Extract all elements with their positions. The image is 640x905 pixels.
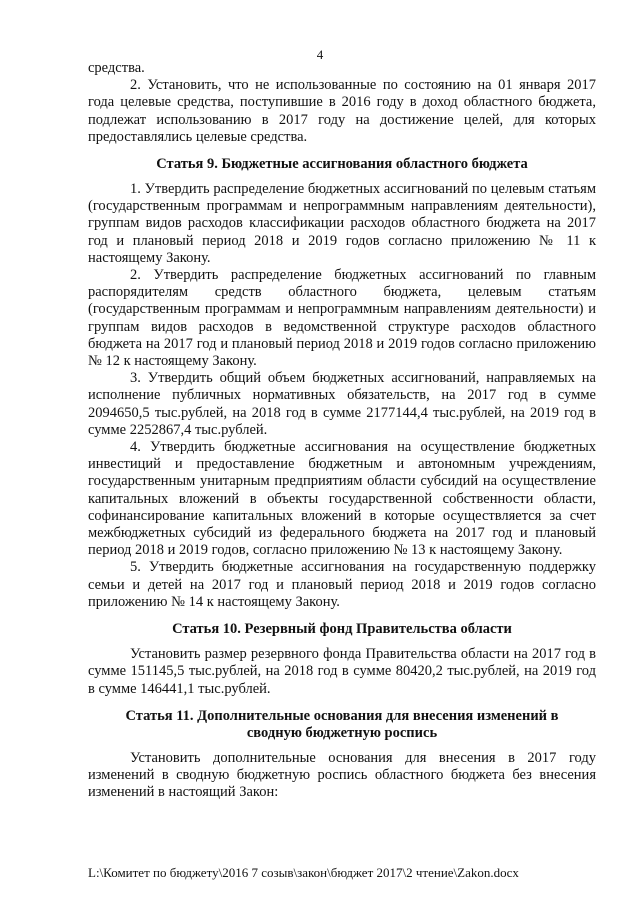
article-10-title: Статья 10. Резервный фонд Правительства области <box>172 621 512 638</box>
paragraph-target-funds: 2. Установить, что не использованные по состоянию на 01 января 2017 года целевые средства, поступившие в 2016 году в доход областного бюджета, подлежат использованию в 2017 году на достижение целей, для которых предоставлялись целевые средства. <box>88 77 596 145</box>
article-10-text: Установить размер резервного фонда Правительства области на 2017 год в сумме 151145,5 тыс.рублей, на 2018 год в сумме 80420,2 тыс.рублей, на 2019 год в сумме 146441,1 тыс.рублей. <box>88 646 596 697</box>
article-11-title-line1: Статья 11. Дополнительные основания для внесения изменений в <box>125 707 559 724</box>
article-11-text: Установить дополнительные основания для внесения в 2017 году изменений в сводную бюджетную роспись областного бюджета без внесения изменений в настоящий Закон: <box>88 749 596 801</box>
file-path-footer: L:\Комитет по бюджету\2016 7 созыв\закон\бюджет 2017\2 чтение\Zakon.docx <box>88 865 519 880</box>
article-9-item-4: 4. Утвердить бюджетные ассигнования на осуществление бюджетных инвестиций и предоставление бюджетным и автономным учреждениям, государственным унитарным предприятиям области субсидий на осуществление капитальных вложений в объекты государственной собственности области, софинансирование капитальных вложений в которые осуществляется за счет межбюджетных субсидий из федерального бюджета на 2017 год и плановый период 2018 и 2019 годов, согласно приложению № 13 к настоящему Закону. <box>88 439 596 559</box>
document-body <box>88 60 596 801</box>
page-number: 4 <box>316 47 324 62</box>
article-9-item-5: 5. Утвердить бюджетные ассигнования на государственную поддержку семьи и детей на 2017 год и плановый период 2018 и 2019 годов согласно приложению № 14 к настоящему Закону. <box>88 559 596 610</box>
article-9-item-1: 1. Утвердить распределение бюджетных ассигнований по целевым статьям (государственным программам и непрограммным направлениям деятельности), группам видов расходов классификации расходов областного бюджета на 2017 год и плановый период 2018 и 2019 годов согласно приложению № 11 к настоящему Закону. <box>88 181 596 266</box>
article-9-item-3: 3. Утвердить общий объем бюджетных ассигнований, направляемых на исполнение публичных нормативных обязательств, на 2017 год в сумме 2094650,5 тыс.рублей, на 2018 год в сумме 2177144,4 тыс.рублей, на 2019 год в сумме 2252867,4 тыс.рублей. <box>88 370 596 438</box>
article-11-title-line2: сводную бюджетную роспись <box>246 724 438 741</box>
article-9-title: Статья 9. Бюджетные ассигнования областного бюджета <box>156 156 528 173</box>
paragraph-continuation: средства. <box>88 60 145 76</box>
article-11-title <box>88 708 596 742</box>
article-9-item-2: 2. Утвердить распределение бюджетных ассигнований по главным распорядителям средств областного бюджета, целевым статьям (государственным программам и непрограммным направлениям деятельности) и группам видов расходов в ведомственной структуре расходов областного бюджета на 2017 год и плановый период 2018 и 2019 годов согласно приложению № 12 к настоящему Закону. <box>88 267 596 370</box>
